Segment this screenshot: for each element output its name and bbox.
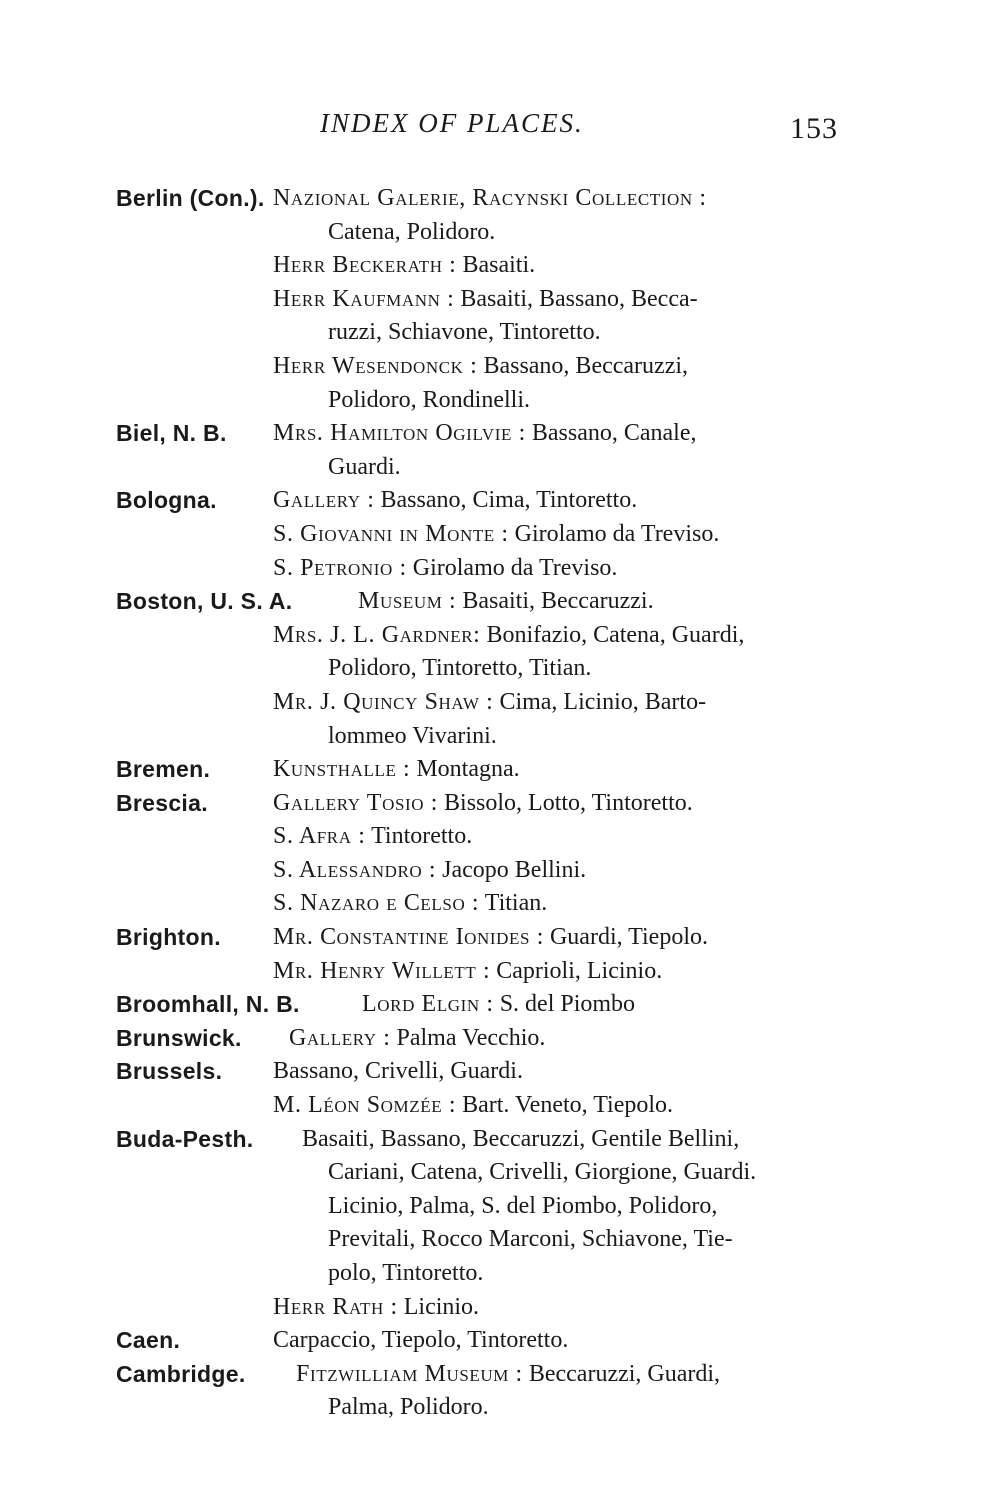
artist-list: Bart. Veneto, Tiepolo.	[462, 1092, 674, 1119]
entry-text	[273, 552, 617, 586]
place-name: Bremen.	[116, 756, 211, 783]
entry-line	[116, 417, 846, 451]
entry-text	[362, 988, 635, 1022]
artist-list: Basaiti, Bassano, Becca-	[460, 285, 698, 312]
artist-list: S. del Piombo	[499, 991, 636, 1018]
index-entry	[116, 1324, 846, 1358]
collection-name: Museum :	[358, 588, 457, 615]
entry-line	[116, 316, 846, 350]
entry-line	[116, 1055, 846, 1089]
index-entry	[116, 921, 846, 988]
artist-list: Caprioli, Licinio.	[496, 957, 663, 984]
entry-text	[273, 921, 708, 955]
entry-line	[116, 1358, 846, 1392]
entry-line	[116, 552, 846, 586]
artist-list: Basaiti, Beccaruzzi.	[462, 588, 654, 615]
entry-line	[116, 1291, 846, 1325]
artist-list: Carpaccio, Tiepolo, Tintoretto.	[273, 1327, 569, 1354]
index-entry	[116, 182, 846, 417]
index-entry	[116, 787, 846, 921]
artist-list: Bassano, Canale,	[531, 420, 697, 447]
collection-name: Herr Wesendonck :	[273, 352, 478, 379]
entry-line	[116, 1223, 846, 1257]
index-entry	[116, 1022, 846, 1056]
collection-name: Mrs. J. L. Gardner:	[273, 621, 481, 648]
artist-list: Cima, Licinio, Barto-	[499, 688, 707, 715]
entry-text	[273, 1089, 673, 1123]
entry-line	[116, 1391, 846, 1425]
entry-text	[273, 1055, 523, 1089]
place-name: Brighton.	[116, 924, 221, 951]
entry-text	[273, 753, 520, 787]
entry-line	[116, 720, 846, 754]
entry-text	[273, 686, 706, 720]
artist-list: Basaiti.	[462, 252, 536, 279]
entry-text	[273, 1291, 479, 1325]
entry-line	[116, 988, 846, 1022]
continuation-text: lommeo Vivarini.	[328, 722, 497, 749]
artist-list: Bassano, Cima, Tintoretto.	[380, 487, 638, 514]
entry-line	[116, 787, 846, 821]
collection-name: Gallery :	[289, 1024, 391, 1051]
entry-line	[116, 686, 846, 720]
collection-name: M. Léon Somzée :	[273, 1092, 457, 1119]
artist-list: Girolamo da Treviso.	[514, 520, 720, 547]
artist-list: Basaiti, Bassano, Beccaruzzi, Gentile Bellini,	[302, 1125, 740, 1152]
collection-name: Nazional Galerie, Racynski Collection :	[273, 185, 707, 211]
place-name: Caen.	[116, 1327, 181, 1354]
place-name: Cambridge.	[116, 1360, 246, 1387]
entry-text	[296, 1358, 720, 1392]
continuation-text: ruzzi, Schiavone, Tintoretto.	[328, 319, 601, 346]
entry-line	[116, 753, 846, 787]
entry-line	[116, 1156, 846, 1190]
index-entry	[116, 1123, 846, 1325]
entry-line	[116, 451, 846, 485]
continuation-text: Previtali, Rocco Marconi, Schiavone, Tie-	[328, 1226, 733, 1253]
entry-text	[273, 283, 698, 317]
entry-text	[273, 619, 744, 653]
index-entry	[116, 585, 846, 753]
index-entry	[116, 753, 846, 787]
place-name: Berlin (Con.).	[116, 185, 265, 211]
continuation-text: Polidoro, Tintoretto, Titian.	[328, 655, 592, 682]
entry-line	[116, 652, 846, 686]
place-name: Boston, U. S. A.	[116, 588, 293, 615]
collection-name: Mrs. Hamilton Ogilvie :	[273, 420, 526, 447]
entry-line	[116, 484, 846, 518]
entry-line	[116, 921, 846, 955]
place-name: Buda-Pesth.	[116, 1125, 254, 1152]
continuation-text: Guardi.	[328, 453, 401, 480]
entry-line	[116, 1123, 846, 1157]
artist-list: Montagna.	[416, 756, 520, 783]
collection-name: S. Alessandro :	[273, 856, 437, 883]
artist-list: Bissolo, Lotto, Tintoretto.	[444, 789, 693, 816]
continuation-text: Licinio, Palma, S. del Piombo, Polidoro,	[328, 1192, 718, 1219]
entry-text	[273, 182, 707, 216]
artist-list: Beccaruzzi, Guardi,	[528, 1360, 721, 1387]
entry-line	[116, 1089, 846, 1123]
index-entry	[116, 417, 846, 484]
entry-line	[116, 249, 846, 283]
collection-name: Gallery Tosio :	[273, 789, 439, 816]
index-entries	[116, 182, 846, 1425]
index-entry	[116, 1358, 846, 1425]
entry-line	[116, 182, 846, 216]
collection-name: S. Nazaro e Celso :	[273, 890, 480, 917]
running-head	[0, 108, 1000, 148]
collection-name: Fitzwilliam Museum :	[296, 1360, 523, 1387]
collection-name: S. Petronio :	[273, 554, 407, 581]
entry-line	[116, 1324, 846, 1358]
place-name: Brussels.	[116, 1058, 223, 1085]
entry-text	[273, 887, 547, 921]
artist-list: Licinio.	[403, 1293, 480, 1320]
entry-text	[273, 1324, 568, 1358]
collection-name: S. Giovanni in Monte :	[273, 520, 509, 547]
place-name: Brunswick.	[116, 1024, 242, 1051]
place-name: Biel, N. B.	[116, 420, 227, 447]
artist-list: Palma Vecchio.	[396, 1024, 546, 1051]
page-title: INDEX OF PLACES.	[320, 108, 584, 138]
entry-text	[302, 1123, 739, 1157]
collection-name: S. Afra :	[273, 823, 366, 850]
place-name: Brescia.	[116, 789, 208, 816]
artist-list: Bonifazio, Catena, Guardi,	[486, 621, 745, 648]
entry-line	[116, 518, 846, 552]
index-entry	[116, 988, 846, 1022]
entry-line	[116, 1022, 846, 1056]
entry-text	[273, 350, 688, 384]
entry-text	[273, 417, 696, 451]
entry-text	[273, 249, 535, 283]
entry-line	[116, 820, 846, 854]
collection-name: Herr Kaufmann :	[273, 285, 455, 312]
page-number: 153	[790, 112, 838, 145]
index-entry	[116, 484, 846, 585]
entry-line	[116, 350, 846, 384]
entry-text	[273, 820, 472, 854]
artist-list: Guardi, Tiepolo.	[549, 924, 708, 951]
collection-name: Herr Rath :	[273, 1293, 398, 1320]
entry-text	[273, 955, 662, 989]
entry-line	[116, 283, 846, 317]
entry-line	[116, 384, 846, 418]
entry-line	[116, 854, 846, 888]
index-entry	[116, 1055, 846, 1122]
collection-name: Lord Elgin :	[362, 991, 494, 1018]
artist-list: Bassano, Crivelli, Guardi.	[273, 1058, 523, 1085]
collection-name: Mr. Henry Willett :	[273, 957, 491, 984]
artist-list: Jacopo Bellini.	[442, 856, 587, 883]
entry-text	[358, 585, 654, 619]
entry-line	[116, 585, 846, 619]
entry-line	[116, 955, 846, 989]
entry-line	[116, 1190, 846, 1224]
collection-name: Mr. J. Quincy Shaw :	[273, 688, 494, 715]
continuation-text: Catena, Polidoro.	[328, 218, 496, 245]
continuation-text: Polidoro, Rondinelli.	[328, 386, 531, 413]
entry-text	[273, 484, 637, 518]
artist-list: Titian.	[484, 890, 548, 917]
place-name: Bologna.	[116, 487, 217, 514]
entry-text	[289, 1022, 545, 1056]
collection-name: Kunsthalle :	[273, 756, 411, 783]
collection-name: Herr Beckerath :	[273, 252, 457, 279]
entry-text	[273, 787, 693, 821]
entry-text	[273, 854, 586, 888]
continuation-text: Palma, Polidoro.	[328, 1394, 489, 1421]
place-name: Broomhall, N. B.	[116, 991, 300, 1018]
entry-text	[273, 518, 719, 552]
entry-line	[116, 216, 846, 250]
continuation-text: Cariani, Catena, Crivelli, Giorgione, Guardi.	[328, 1159, 757, 1186]
artist-list: Tintoretto.	[371, 823, 473, 850]
continuation-text: polo, Tintoretto.	[328, 1260, 484, 1286]
artist-list: Girolamo da Treviso.	[412, 554, 618, 581]
entry-line	[116, 619, 846, 653]
entry-line	[116, 887, 846, 921]
artist-list: Bassano, Beccaruzzi,	[483, 352, 689, 379]
entry-line	[116, 1257, 846, 1291]
collection-name: Mr. Constantine Ionides :	[273, 924, 544, 951]
collection-name: Gallery :	[273, 487, 375, 514]
